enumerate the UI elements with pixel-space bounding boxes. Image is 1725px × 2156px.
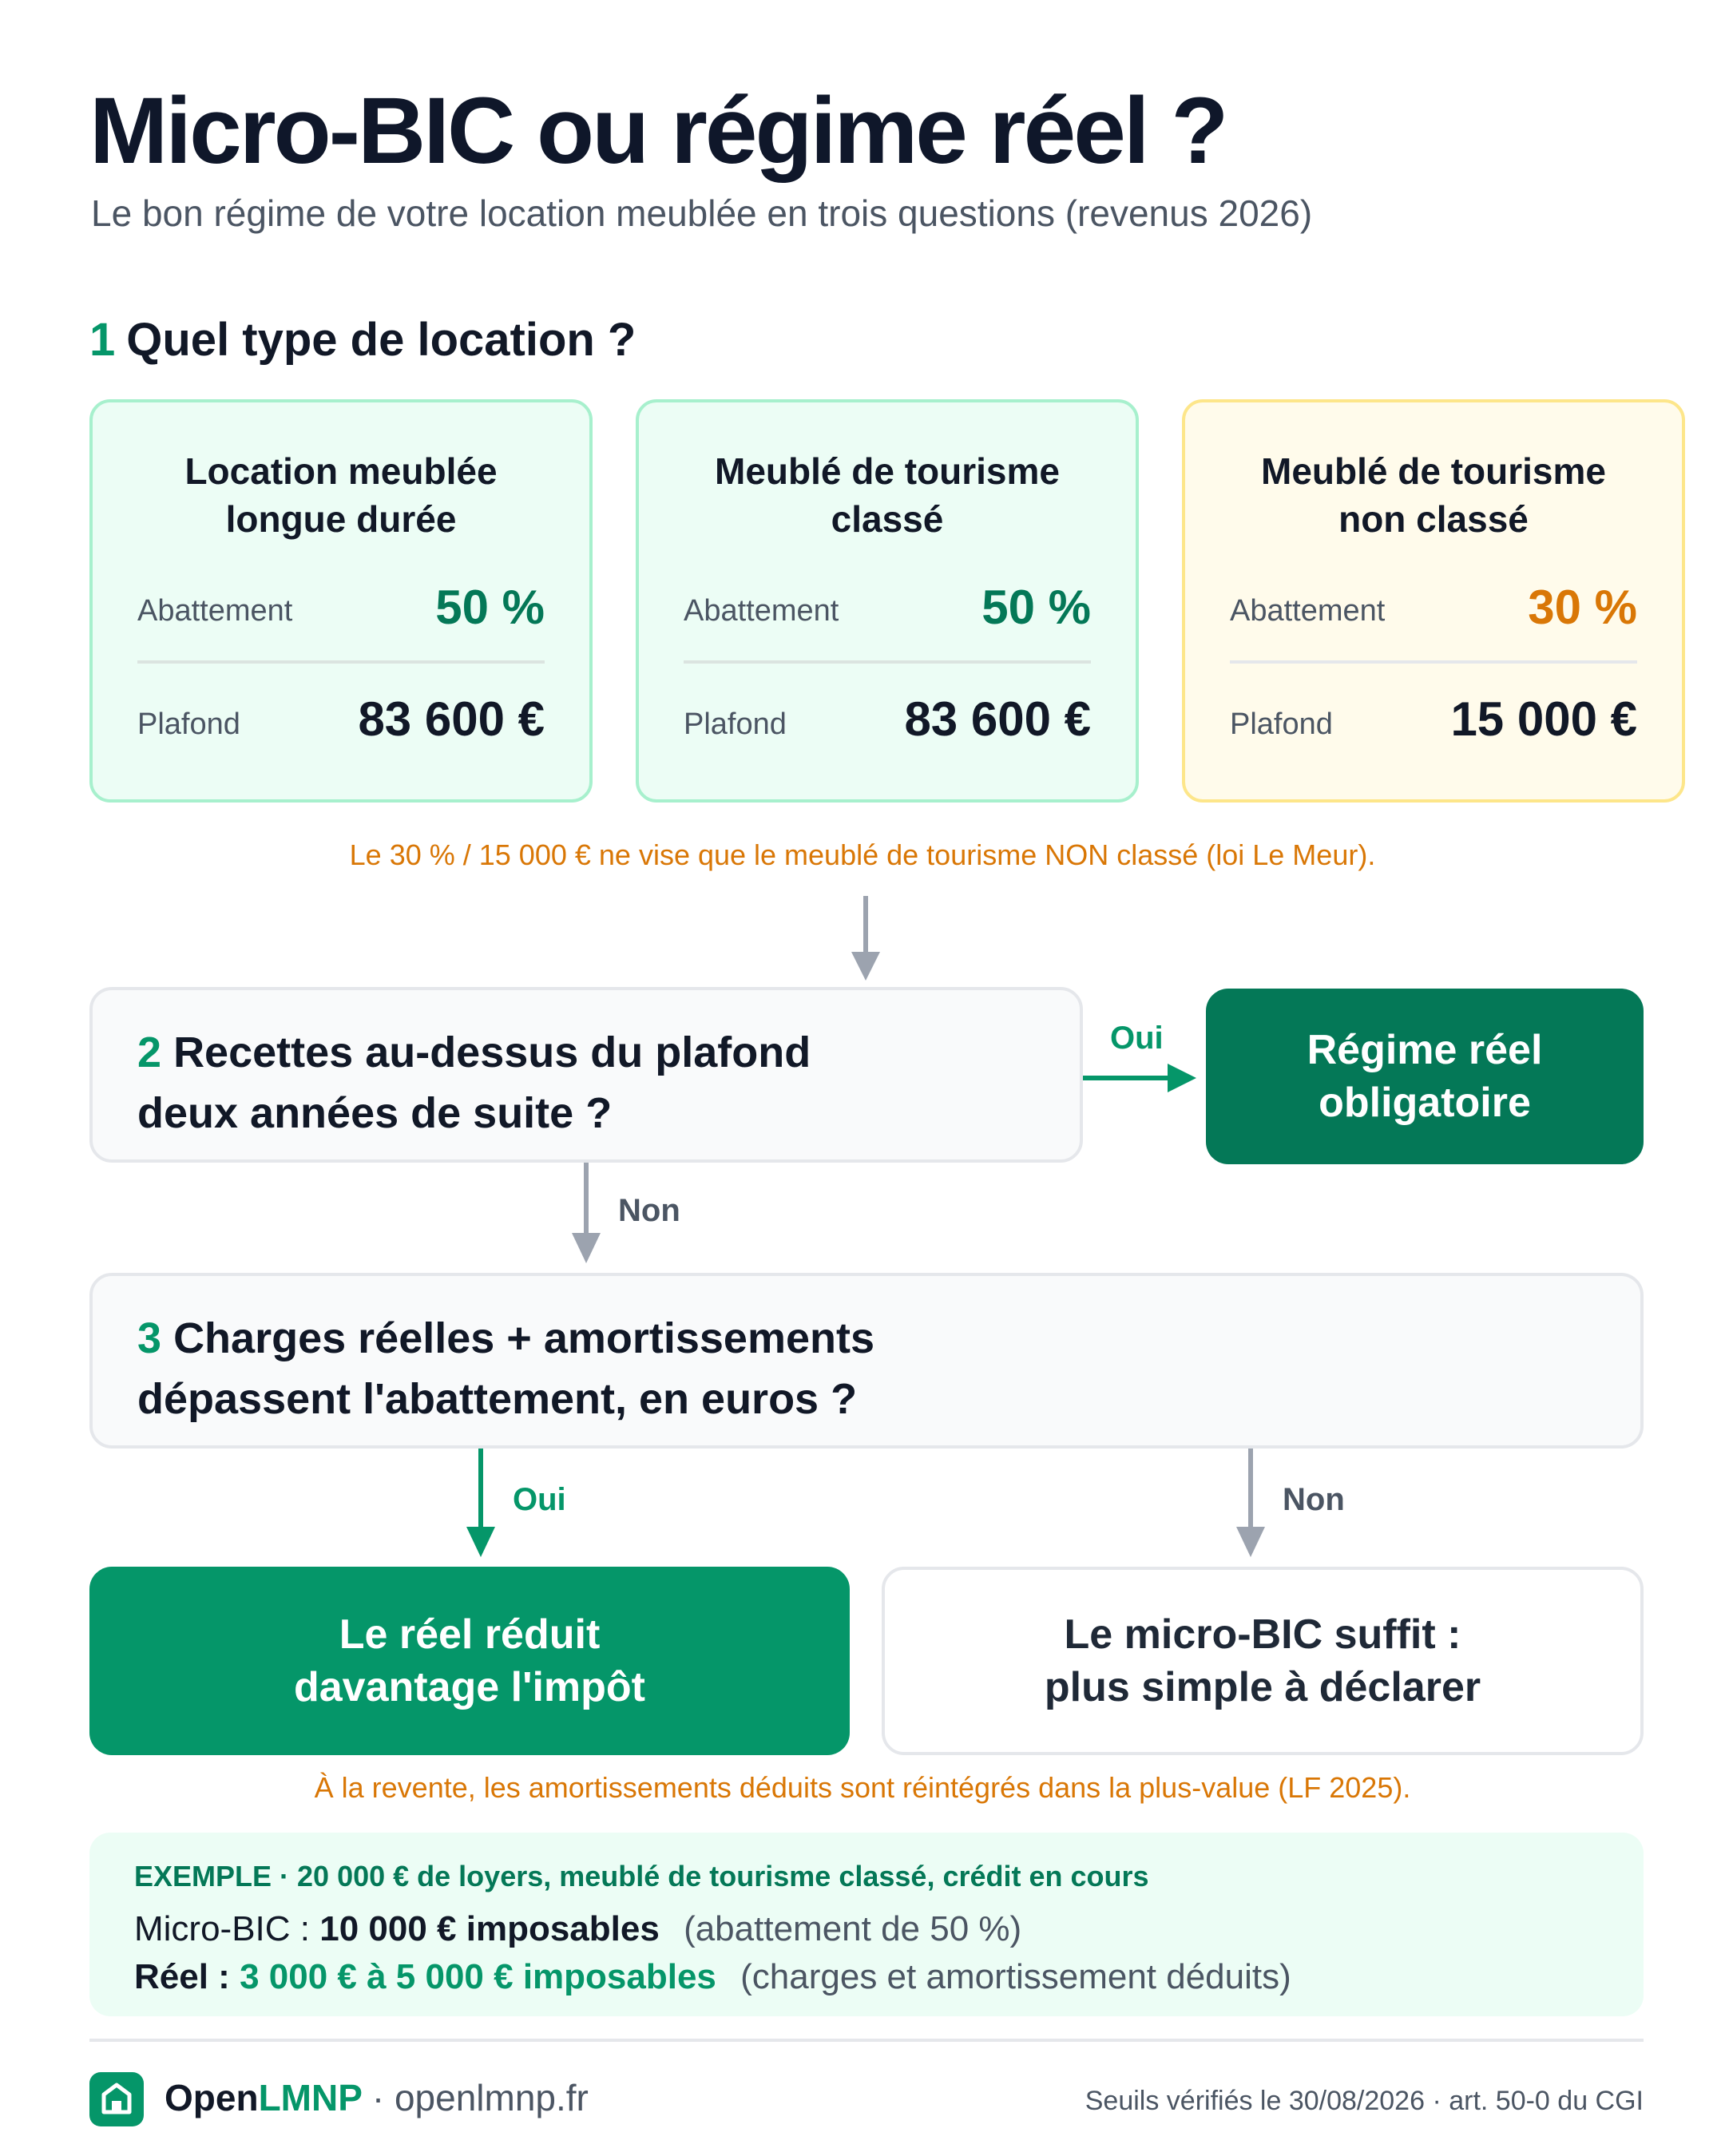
footer-divider — [89, 2039, 1644, 2042]
example-micro-note: (abattement de 50 %) — [684, 1909, 1022, 1948]
brand-prefix: Open — [165, 2077, 259, 2118]
resale-note: À la revente, les amortissements déduits sont réintégrés dans la plus-value (LF 2025). — [314, 1771, 1411, 1804]
step3-yes-label: Oui — [513, 1482, 566, 1517]
brand-accent: LMNP — [258, 2077, 363, 2118]
ceiling-label: Plafond — [684, 707, 787, 741]
ceiling-value: 83 600 € — [904, 692, 1091, 746]
step3-question-text: Charges réelles + amortissements dépassent l'abattement, en euros ? — [137, 1314, 875, 1423]
arrow-step3-no — [1236, 1447, 1265, 1557]
step2-yes-label: Oui — [1110, 1021, 1164, 1056]
abatement-label: Abattement — [137, 594, 293, 628]
step2-question-text: Recettes au-dessus du plafond deux années de suite ? — [137, 1028, 811, 1137]
result-regime-reel-obligatoire: Régime réel obligatoire — [1206, 989, 1644, 1164]
step1-number: 1 — [89, 314, 116, 366]
page-title: Micro-BIC ou régime réel ? — [89, 78, 1227, 184]
abatement-value: 50 % — [981, 581, 1091, 634]
example-micro-label: Micro-BIC : — [134, 1909, 310, 1948]
card-title: Meublé de tourisme classé — [715, 450, 1060, 540]
abatement-label: Abattement — [684, 594, 839, 628]
example-heading: EXEMPLE · 20 000 € de loyers, meublé de tourisme classé, crédit en cours — [134, 1860, 1149, 1892]
arrow-step2-yes — [1083, 1064, 1196, 1092]
step2-question-box — [89, 987, 1083, 1163]
step2-no-label: Non — [618, 1193, 680, 1228]
abatement-label: Abattement — [1230, 594, 1386, 628]
example-reel-label: Réel : — [134, 1957, 230, 1996]
ceiling-value: 15 000 € — [1450, 692, 1637, 746]
result-micro-bic-suffit: Le micro-BIC suffit : plus simple à déclarer — [882, 1567, 1644, 1755]
example-box — [89, 1833, 1644, 2016]
example-micro-value: 10 000 € imposables — [319, 1909, 660, 1948]
ceiling-label: Plafond — [137, 707, 240, 741]
source-note: Seuils vérifiés le 30/08/2026 · art. 50-0 du CGI — [1085, 2086, 1644, 2116]
step3-number: 3 — [137, 1314, 162, 1362]
example-reel-note: (charges et amortissement déduits) — [740, 1957, 1291, 1996]
example-reel-value: 3 000 € à 5 000 € imposables — [240, 1957, 716, 1996]
le-meur-note: Le 30 % / 15 000 € ne vise que le meublé de tourisme NON classé (loi Le Meur). — [349, 838, 1376, 871]
page-subtitle: Le bon régime de votre location meublée en trois questions (revenus 2026) — [91, 192, 1313, 234]
step3-question — [137, 1308, 874, 1429]
brand-logo — [89, 2072, 144, 2126]
ceiling-label: Plafond — [1230, 707, 1333, 741]
abatement-value: 50 % — [435, 581, 545, 634]
step3-no-label: Non — [1283, 1482, 1345, 1517]
result-reel-reduit: Le réel réduit davantage l'impôt — [89, 1567, 850, 1755]
step1-question: Quel type de location ? — [126, 314, 636, 366]
example-reel-line — [134, 1957, 1291, 1997]
arrow-step2-no — [572, 1163, 601, 1263]
arrow-step3-yes — [466, 1447, 495, 1557]
ceiling-value: 83 600 € — [358, 692, 545, 746]
brand-site: · openlmnp.fr — [371, 2077, 589, 2118]
house-icon — [89, 2072, 144, 2126]
abatement-value: 30 % — [1528, 581, 1637, 634]
card-title: Meublé de tourisme non classé — [1261, 450, 1606, 540]
card-title: Location meublée longue durée — [184, 450, 498, 540]
brand — [165, 2076, 589, 2119]
example-micro-line — [134, 1909, 1021, 1949]
step2-number: 2 — [137, 1028, 162, 1076]
arrow-step1-to-step2 — [851, 896, 880, 981]
step2-question — [137, 1022, 811, 1143]
step3-question-box — [89, 1273, 1644, 1449]
